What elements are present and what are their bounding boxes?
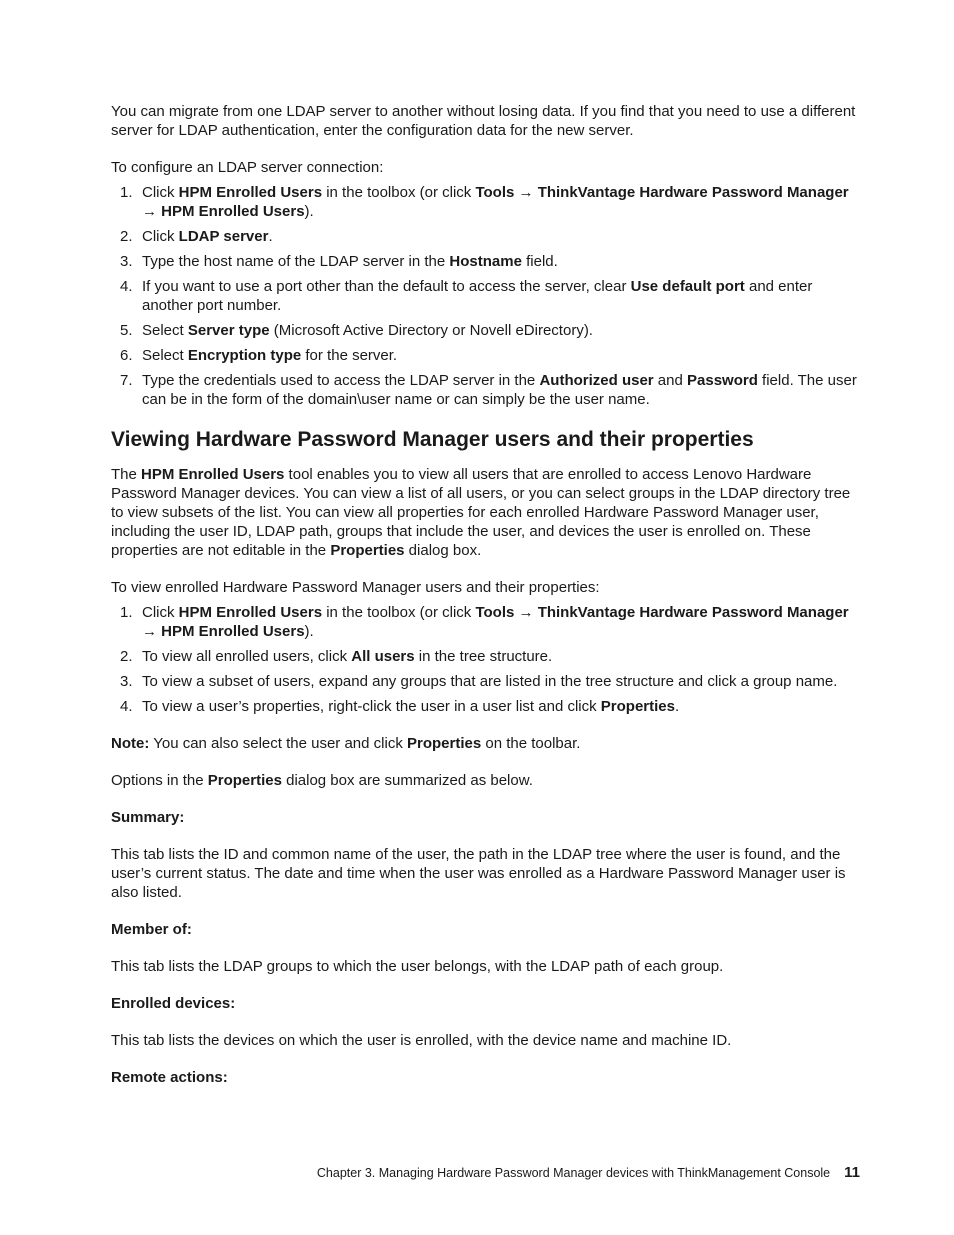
list-item: 2. Click LDAP server.: [120, 228, 273, 245]
view-steps-lead: To view enrolled Hardware Password Manager users and their properties:: [111, 579, 600, 596]
list-item: 3. To view a subset of users, expand any groups that are listed in the tree structure and click a group name.: [120, 673, 838, 690]
list-item: 5. Select Server type (Microsoft Active Directory or Novell eDirectory).: [120, 322, 593, 339]
tab-remote-actions-title: Remote actions:: [111, 1069, 228, 1086]
list-item: 4. If you want to use a port other than the default to access the server, clear Use default port and enter another port number.: [120, 278, 813, 314]
arrow-icon: →: [514, 184, 538, 201]
note-label: Note:: [111, 735, 150, 752]
tab-member-of-title: Member of:: [111, 921, 192, 938]
list-item: 2. To view all enrolled users, click All users in the tree structure.: [120, 648, 553, 665]
list-item: 6. Select Encryption type for the server.: [120, 347, 398, 364]
list-item: 1. Click HPM Enrolled Users in the toolbox (or click Tools → ThinkVantage Hardware Password Manager → HPM Enrolled Users).: [120, 184, 849, 220]
tab-enrolled-devices-desc: This tab lists the devices on which the user is enrolled, with the device name and machine ID.: [111, 1032, 732, 1049]
list-item: 4. To view a user’s properties, right-click the user in a user list and click Properties.: [120, 698, 680, 715]
list-item: 1. Click HPM Enrolled Users in the toolbox (or click Tools → ThinkVantage Hardware Password Manager → HPM Enrolled Users).: [120, 604, 849, 640]
note-paragraph: Note: You can also select the user and click Properties on the toolbar.: [111, 735, 581, 752]
tab-summary-title: Summary:: [111, 809, 185, 826]
page-footer: [304, 1165, 860, 1181]
tab-summary-desc: This tab lists the ID and common name of the user, the path in the LDAP tree where the user is found, and the user’s current status. The date and time when the user was enrolled as a Hardware Password Manager user is also listed.: [111, 846, 846, 901]
tab-member-of-desc: This tab lists the LDAP groups to which the user belongs, with the LDAP path of each group.: [111, 958, 724, 975]
options-paragraph: Options in the Properties dialog box are summarized as below.: [111, 772, 533, 789]
tab-enrolled-devices-title: Enrolled devices:: [111, 995, 236, 1012]
ldap-steps-lead: To configure an LDAP server connection:: [111, 159, 384, 176]
arrow-icon: →: [142, 623, 162, 640]
arrow-icon: →: [514, 604, 538, 621]
view-steps-list: [111, 603, 866, 716]
ldap-steps-list: [111, 183, 866, 409]
list-item: 7. Type the credentials used to access the LDAP server in the Authorized user and Password field. The user can be in the form of the domain\user name or can simply be the user name.: [120, 372, 857, 408]
section-paragraph: The HPM Enrolled Users tool enables you to view all users that are enrolled to access Lenovo Hardware Password Manager devices. You can view a list of all users, or you can select groups in the LDAP directory tree to view subsets of the list. You can view all properties for each enrolled Hardware Password Manager user, including the user ID, LDAP path, groups that include the user, and devices the user is enrolled on. These properties are not editable in the Properties dialog box.: [111, 466, 851, 559]
arrow-icon: →: [142, 203, 162, 220]
page-content: [111, 102, 866, 1105]
footer-chapter: Chapter 3. Managing Hardware Password Manager devices with ThinkManagement Console: [316, 1166, 831, 1180]
section-heading: Viewing Hardware Password Manager users and their properties: [111, 428, 754, 451]
list-item: 3. Type the host name of the LDAP server in the Hostname field.: [120, 253, 558, 270]
intro-paragraph: You can migrate from one LDAP server to another without losing data. If you find that you need to use a different server for LDAP authentication, enter the configuration data for the new server.: [111, 103, 856, 139]
page-number: 11: [844, 1164, 860, 1181]
